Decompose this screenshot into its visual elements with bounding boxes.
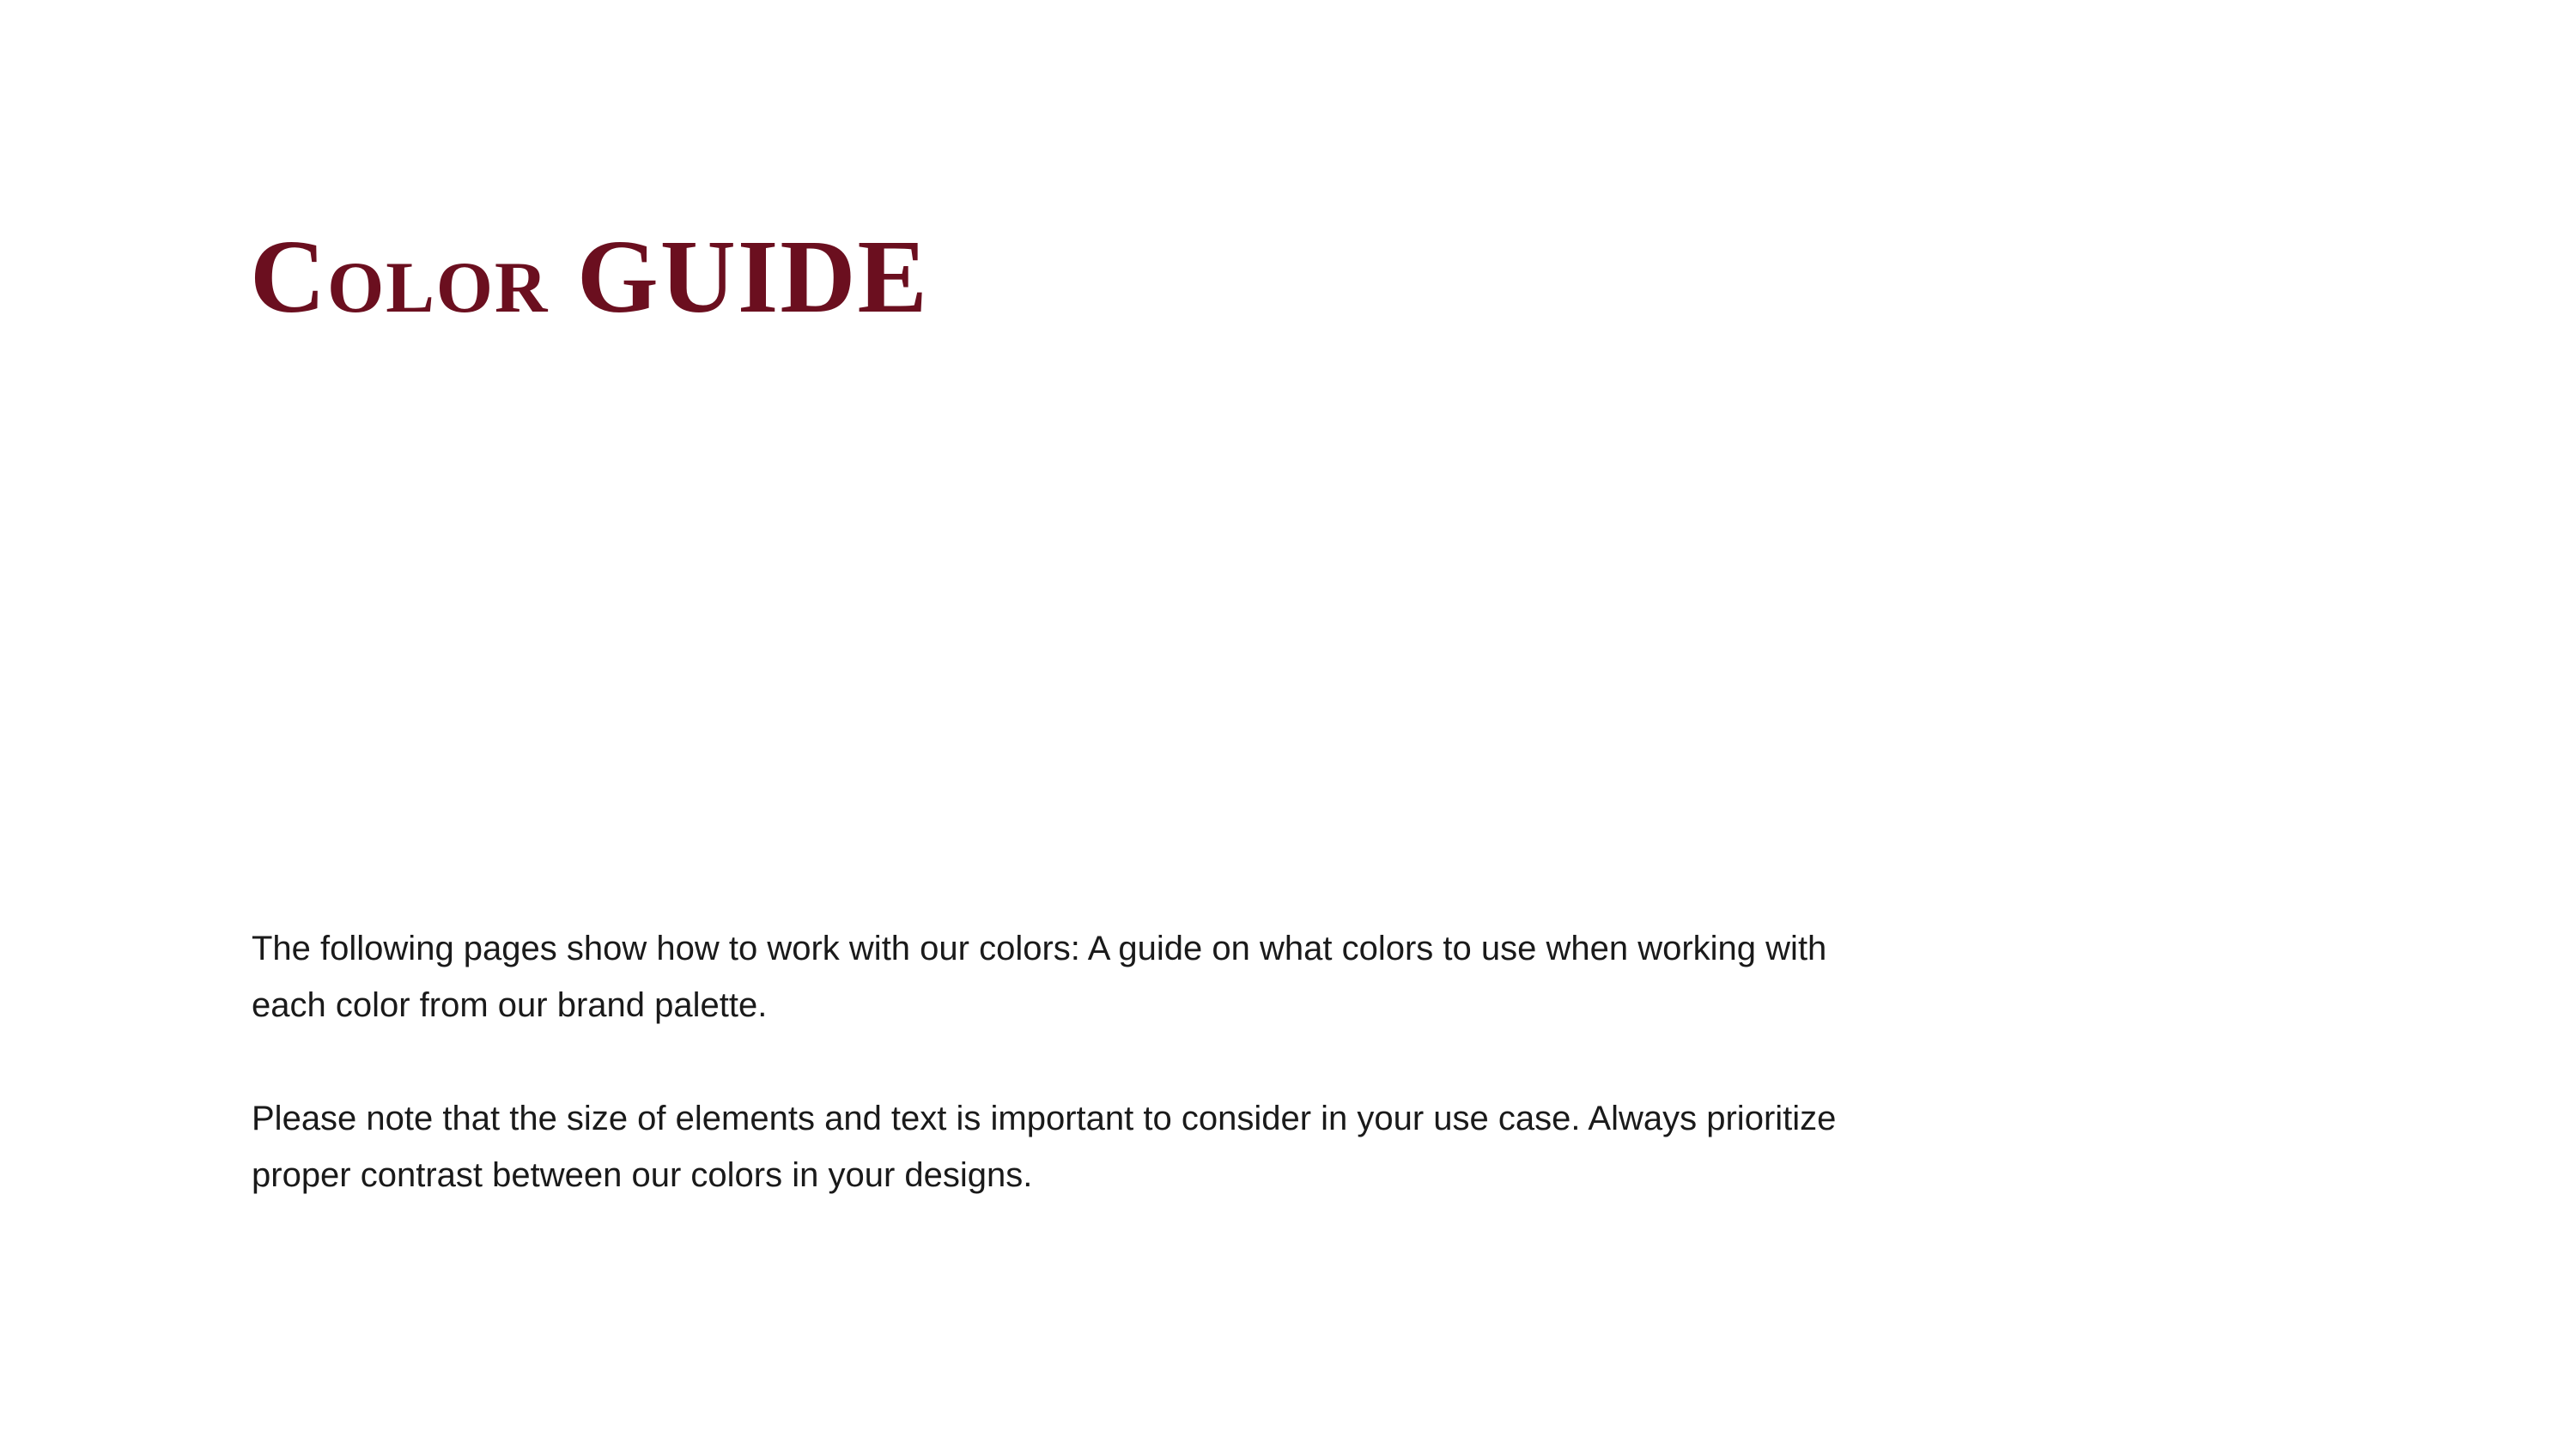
intro-paragraph-2: Please note that the size of elements and text is important to consider in your use case. Always prioritize proper contrast between our colors in your designs.	[252, 1100, 1837, 1194]
intro-text	[252, 920, 1883, 1203]
page-title: Color GUIDE	[250, 219, 929, 335]
intro-paragraph-1: The following pages show how to work with our colors: A guide on what colors to use when working with each color from our brand palette.	[252, 930, 1827, 1024]
